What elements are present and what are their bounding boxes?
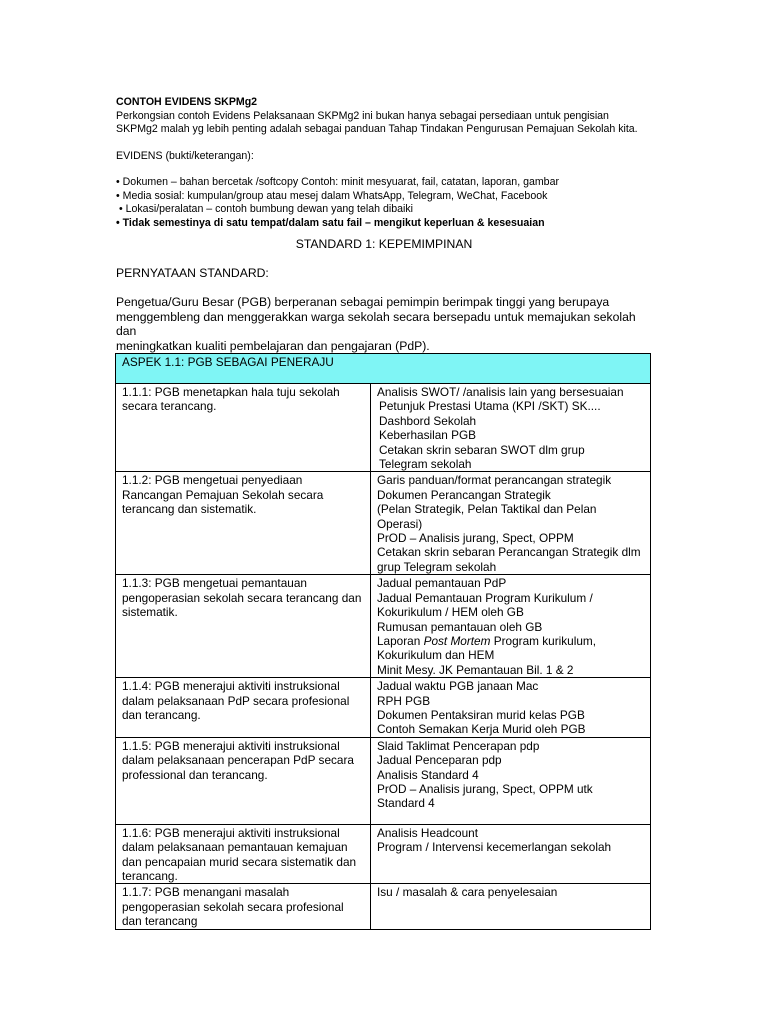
evidens-bullet-list	[116, 176, 656, 230]
evidence-item: Cetakan skrin sebaran SWOT dlm grup	[379, 442, 585, 457]
evidence-cell	[371, 575, 651, 678]
intro-section	[116, 96, 656, 230]
evidence-item: Telegram sekolah	[379, 457, 472, 472]
evidence-item: Dokumen Pentaksiran murid kelas PGB	[377, 707, 585, 722]
evidence-item: Garis panduan/format perancangan strategik	[377, 473, 612, 488]
standard-heading: STANDARD 1: KEPEMIMPINAN	[295, 237, 473, 251]
evidence-item: Dokumen Perancangan Strategik	[377, 487, 551, 502]
evidence-text: Program kurikulum, Kokurikulum dan HEM	[377, 633, 596, 663]
evidence-cell	[371, 472, 651, 575]
evidence-item: Analisis SWOT/ /analisis lain yang bersesuaian	[377, 385, 624, 399]
evidence-item: Analisis Headcount	[377, 825, 478, 840]
statement-line: meningkatkan kualiti pembelajaran dan pengajaran (PdP).	[116, 338, 430, 353]
item-cell: 1.1.5: PGB menerajui aktiviti instruksional dalam pelaksanaan pencerapan PdP secara professional dan terancang.	[116, 737, 371, 824]
evidence-item: Dashbord Sekolah	[379, 413, 477, 428]
item-cell: 1.1.4: PGB menerajui aktiviti instruksional dalam pelaksanaan PdP secara profesional dan terancang.	[116, 678, 371, 738]
evidence-item: Minit Mesy. JK Pemantauan Bil. 1 & 2	[377, 662, 574, 677]
evidence-cell	[371, 824, 651, 884]
evidence-cell	[371, 884, 651, 929]
evidence-item: Standard 4	[377, 796, 435, 811]
statement-line: Pengetua/Guru Besar (PGB) berperanan sebagai pemimpin berimpak tinggi yang berupaya	[116, 295, 610, 309]
evidence-item: Program / Intervensi kecemerlangan sekolah	[377, 840, 612, 855]
statement-label: PERNYATAAN STANDARD:	[116, 266, 269, 280]
evidence-item: PrOD – Analisis jurang, Spect, OPPM utk	[377, 781, 593, 796]
item-cell: 1.1.7: PGB menangani masalah pengoperasian sekolah secara profesional dan terancang	[116, 884, 371, 929]
evidence-item: Jadual waktu PGB janaan Mac	[377, 679, 539, 694]
standard-statement	[116, 295, 651, 353]
evidence-cell	[371, 737, 651, 824]
intro-text-line: Perkongsian contoh Evidens Pelaksanaan SKPMg2 ini bukan hanya sebagai persediaan untuk pengisian	[116, 109, 609, 122]
evidence-item	[377, 634, 644, 663]
evidence-item: Cetakan skrin sebaran Perancangan Strategik dlm grup Telegram sekolah	[377, 545, 641, 574]
table-row	[116, 678, 651, 738]
evidens-label: EVIDENS (bukti/keterangan):	[116, 149, 254, 162]
evidence-cell	[371, 678, 651, 738]
table-row	[116, 472, 651, 575]
item-cell: 1.1.1: PGB menetapkan hala tuju sekolah secara terancang.	[116, 384, 371, 472]
table-row	[116, 575, 651, 678]
evidence-cell	[371, 384, 651, 472]
bullet-item: • Dokumen – bahan bercetak /softcopy Contoh: minit mesyuarat, fail, catatan, laporan, gambar	[116, 176, 559, 188]
item-cell: 1.1.6: PGB menerajui aktiviti instruksional dalam pelaksanaan pemantauan kemajuan dan pencapaian murid secara sistematik dan terancang.	[116, 824, 371, 884]
item-cell: 1.1.2: PGB mengetuai penyediaan Rancangan Pemajuan Sekolah secara terancang dan sistematik.	[116, 472, 371, 575]
evidence-item: Isu / masalah & cara penyelesaian	[377, 885, 558, 900]
document-title: CONTOH EVIDENS SKPMg2	[116, 96, 258, 108]
bullet-item: • Media sosial: kumpulan/group atau mesej dalam WhatsApp, Telegram, WeChat, Facebook	[116, 189, 548, 202]
table-row	[116, 824, 651, 884]
evidence-italic-text: Post Mortem	[423, 633, 491, 648]
item-cell: 1.1.3: PGB mengetuai pemantauan pengoperasian sekolah secara terancang dan sistematik.	[116, 575, 371, 678]
table-row	[116, 384, 651, 472]
evidence-item: Jadual Penceparan pdp	[377, 753, 502, 768]
evidence-item: Petunjuk Prestasi Utama (KPI /SKT) SK....	[379, 399, 601, 414]
evidence-item: Contoh Semakan Kerja Murid oleh PGB	[377, 722, 586, 737]
evidence-item: Keberhasilan PGB	[379, 428, 477, 443]
intro-text-line: SKPMg2 malah yg lebih penting adalah sebagai panduan Tahap Tindakan Pengurusan Pemajuan Sekolah kita.	[116, 123, 638, 135]
aspect-table	[115, 353, 651, 930]
evidence-item: Jadual pemantauan PdP	[377, 576, 507, 591]
evidence-item: PrOD – Analisis jurang, Spect, OPPM	[377, 531, 574, 546]
evidence-item: Jadual Pemantauan Program Kurikulum / Kokurikulum / HEM oleh GB	[377, 590, 593, 620]
bullet-item: • Tidak semestinya di satu tempat/dalam satu fail – mengikut keperluan & kesesuaian	[116, 216, 545, 229]
statement-line: menggembleng dan menggerakkan warga sekolah secara bersepadu untuk memajukan sekolah dan	[116, 309, 636, 339]
bullet-item: • Lokasi/peralatan – contoh bumbung dewan yang telah dibaiki	[116, 203, 414, 215]
evidence-item: RPH PGB	[377, 693, 431, 708]
evidence-item: Slaid Taklimat Pencerapan pdp	[377, 738, 540, 753]
evidence-item: (Pelan Strategik, Pelan Taktikal dan Pelan Operasi)	[377, 502, 597, 531]
evidence-item: Analisis Standard 4	[377, 767, 479, 782]
table-row	[116, 884, 651, 929]
evidence-text: Laporan	[377, 633, 424, 648]
table-row	[116, 737, 651, 824]
evidence-item: Rumusan pemantauan oleh GB	[377, 619, 543, 634]
aspect-header: ASPEK 1.1: PGB SEBAGAI PENERAJU	[116, 354, 651, 384]
